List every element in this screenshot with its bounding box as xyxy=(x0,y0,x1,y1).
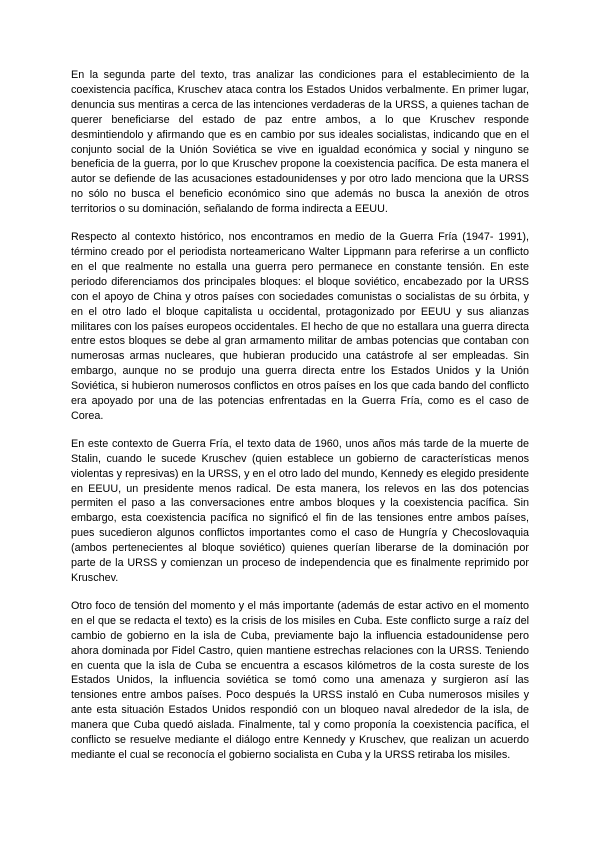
paragraph: Otro foco de tensión del momento y el más importante (además de estar activo en el momento en el que se redacta el texto) es la crisis de los misiles en Cuba. Este conflicto surge a raíz del cambio de gobierno en la isla de Cuba, previamente bajo la influencia estadounidense pero ahora dominada por Fidel Castro, quien mantiene estrechas relaciones con la URSS. Teniendo en cuenta que la isla de Cuba se encuentra a escasos kilómetros de la costa sureste de los Estados Unidos, la influencia soviética se tomó como una amenaza y surgieron así las tensiones entre ambos países. Poco después la URSS instaló en Cuba numerosos misiles y ante esta situación Estados Unidos respondió con un bloqueo naval alrededor de la isla, de manera que Cuba quedó aislada. Finalmente, tal y como proponía la coexistencia pacífica, el conflicto se resuelve mediante el diálogo entre Kennedy y Kruschev, que realizan un acuerdo mediante el cual se reconocía el gobierno socialista en Cuba y la URSS retiraba los misiles. xyxy=(71,599,529,761)
paragraph: En este contexto de Guerra Fría, el texto data de 1960, unos años más tarde de la muerte de Stalin, cuando le sucede Kruschev (quien establece un gobierno de características menos violentas y represivas) en la URSS, y en el otro lado del mundo, Kennedy es elegido presidente en EEUU, un presidente menos radical. De esta manera, los relevos en las dos potencias permiten el paso a las conversaciones entre ambos bloques y la coexistencia pacífica. Sin embargo, esta coexistencia pacífica no significó el fin de las tensiones entre ambos países, pues sucedieron algunos conflictos importantes como el caso de Hungría y Checoslovaquia (ambos pertenecientes al bloque soviético) quienes querían liberarse de la dominación por parte de la URSS y comienzan un proceso de independencia que es finalmente reprimido por Kruschev. xyxy=(71,437,529,584)
paragraph: En la segunda parte del texto, tras analizar las condiciones para el establecimiento de la coexistencia pacífica, Kruschev ataca contra los Estados Unidos verbalmente. En primer lugar, denuncia sus mentiras a cerca de las intenciones verdaderas de la URSS, a quienes tachan de querer beneficiarse del estado de paz entre ambos, a lo que Kruschev responde desmintiendolo y afirmando que es en cambio por sus ideales socialistas, indicando que en el conjunto social de la Unión Soviética se vive en igualdad económica y social y ninguno se beneficia de la guerra, por lo que Kruschev propone la coexistencia pacífica. De esta manera el autor se defiende de las acusaciones estadounidenses y por otro lado menciona que la URSS no sólo no busca el beneficio económico sino que además no busca la anexión de otros territorios o su dominación, señalando de forma indirecta a EEUU. xyxy=(71,69,529,216)
document-body xyxy=(71,68,529,776)
paragraph: Respecto al contexto histórico, nos encontramos en medio de la Guerra Fría (1947- 1991), término creado por el periodista norteamericano Walter Lippmann para referirse a un conflicto en el que realmente no estalla una guerra pero permanece en constante tensión. En este periodo diferenciamos dos principales bloques: el bloque soviético, encabezado por la URSS con el apoyo de China y otros países con sociedades comunistas o socialistas de su órbita, y en el otro lado el bloque capitalista u occidental, protagonizado por EEUU y sus alianzas militares con los países europeos occidentales. El hecho de que no estallara una guerra directa entre estos bloques se debe al gran armamento militar de ambas potencias que contaban con numerosas armas nucleares, que hubieran producido una catástrofe al ser empleadas. Sin embargo, aunque no se produjo una guerra directa entre los Estados Unidos y la Unión Soviética, si hubieron numerosos conflictos en otros países en los que cada bando del conflicto era apoyado por una de las potencias enfrentadas en la Guerra Fría, como es el caso de Corea. xyxy=(71,231,529,422)
